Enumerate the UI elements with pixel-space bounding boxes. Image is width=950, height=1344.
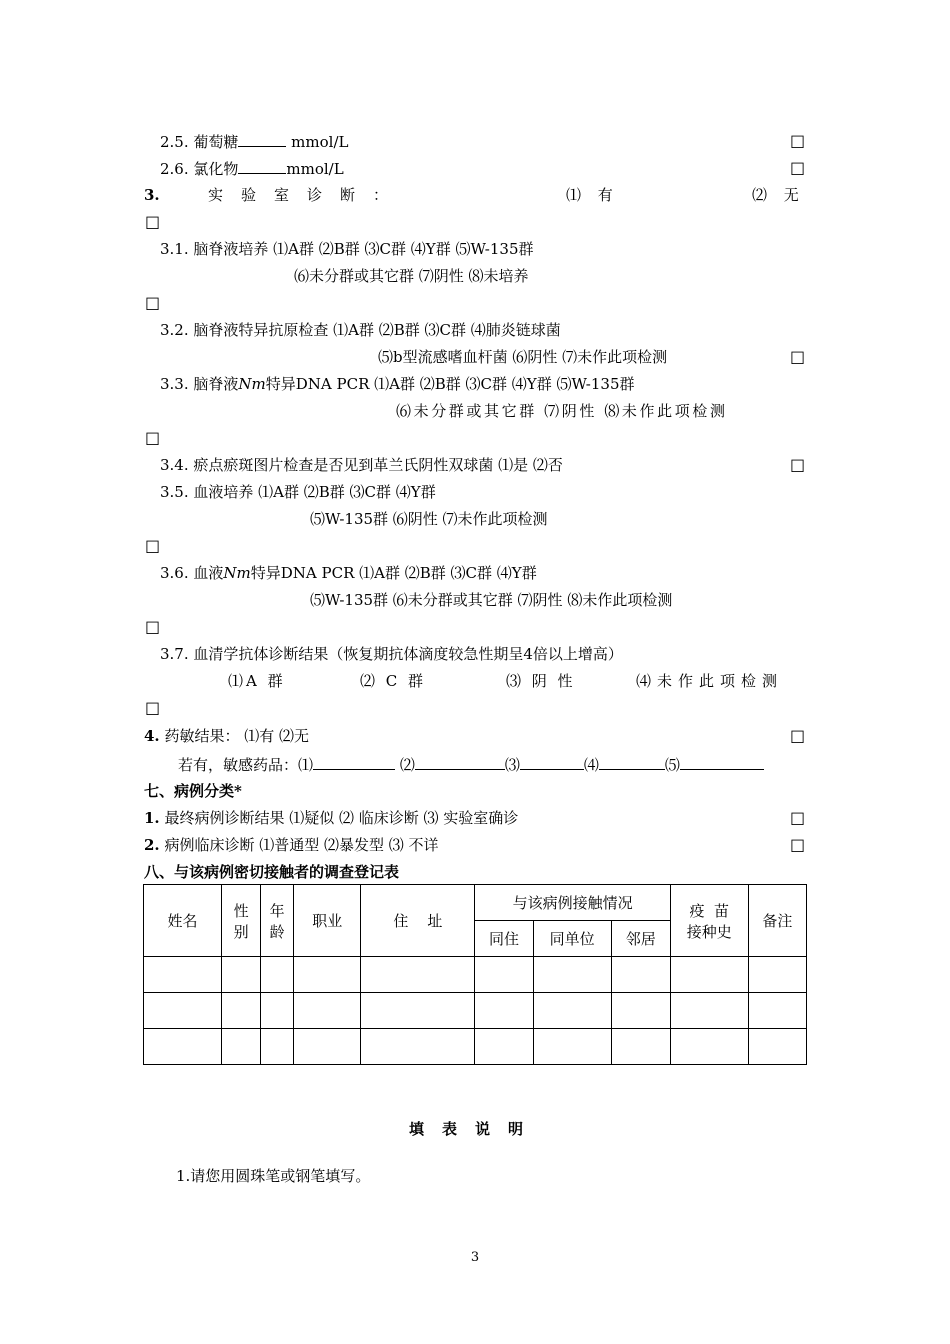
notes-title: 填表说明 bbox=[408, 1120, 541, 1138]
cell[interactable] bbox=[670, 957, 748, 993]
glucose-blank[interactable] bbox=[238, 131, 286, 147]
cell[interactable] bbox=[144, 993, 222, 1029]
cell[interactable] bbox=[222, 993, 261, 1029]
item-3-3-line1 bbox=[160, 374, 634, 394]
table-row bbox=[144, 1029, 807, 1065]
cell[interactable] bbox=[294, 957, 361, 993]
item-3-6-line1 bbox=[160, 563, 537, 583]
checkbox-3-2[interactable]: □ bbox=[790, 347, 806, 366]
col-sex-1: 性 bbox=[233, 901, 249, 920]
nm-italic: Nm bbox=[223, 564, 251, 582]
checkbox-2-6[interactable]: □ bbox=[790, 158, 806, 177]
item-3-7-opt3: ⑶ 阴 性 bbox=[506, 672, 576, 690]
item-3-1-line1: 3.1. 脑脊液培养 ⑴A群 ⑵B群 ⑶C群 ⑷Y群 ⑸W-135群 bbox=[160, 240, 534, 258]
col-name: 姓名 bbox=[144, 885, 222, 957]
checkbox-7-1[interactable]: □ bbox=[790, 808, 806, 827]
checkbox-3-1[interactable]: □ bbox=[145, 293, 161, 312]
checkbox-3-4[interactable]: □ bbox=[790, 455, 806, 474]
col-age bbox=[261, 885, 294, 957]
cell[interactable] bbox=[533, 957, 611, 993]
cell[interactable] bbox=[294, 993, 361, 1029]
cell[interactable] bbox=[144, 1029, 222, 1065]
section-3-label: 实验室诊断： bbox=[208, 186, 407, 204]
drug-2-label: ⑵ bbox=[399, 756, 415, 774]
cell[interactable] bbox=[261, 993, 294, 1029]
item-3-6-line2: ⑸W-135群 ⑹未分群或其它群 ⑺阴性 ⑻未作此项检测 bbox=[310, 591, 673, 609]
cell[interactable] bbox=[533, 993, 611, 1029]
cell[interactable] bbox=[222, 1029, 261, 1065]
checkbox-7-2[interactable]: □ bbox=[790, 835, 806, 854]
section-7-row2 bbox=[144, 835, 439, 855]
drug-2-blank[interactable] bbox=[415, 754, 505, 770]
item-3-3-prefix: 3.3. 脑脊液 bbox=[160, 375, 239, 393]
cell[interactable] bbox=[611, 957, 670, 993]
item-3-7-line1: 3.7. 血清学抗体诊断结果（恢复期抗体滴度较急性期呈4倍以上增高） bbox=[160, 645, 623, 663]
col-vaccine-1: 疫 苗 bbox=[689, 901, 730, 920]
section-3-num: 3. bbox=[144, 186, 160, 204]
item-3-6-rest: 特异DNA PCR ⑴A群 ⑵B群 ⑶C群 ⑷Y群 bbox=[250, 564, 537, 582]
col-vaccine-2: 接种史 bbox=[686, 922, 732, 941]
table-row bbox=[144, 957, 807, 993]
item-3-7-opt4: ⑷未作此项检测 bbox=[636, 672, 784, 690]
cell[interactable] bbox=[361, 957, 475, 993]
table-row bbox=[144, 993, 807, 1029]
checkbox-3-3[interactable]: □ bbox=[145, 428, 161, 447]
cell[interactable] bbox=[611, 993, 670, 1029]
checkbox-3-5[interactable]: □ bbox=[145, 536, 161, 555]
drug-1-blank[interactable] bbox=[313, 754, 395, 770]
notes-item-1: 1.请您用圆珠笔或钢笔填写。 bbox=[176, 1167, 371, 1185]
cell[interactable] bbox=[670, 993, 748, 1029]
col-age-1: 年 bbox=[269, 901, 285, 920]
cell[interactable] bbox=[748, 993, 806, 1029]
checkbox-3[interactable]: □ bbox=[145, 212, 161, 231]
checkbox-2-5[interactable]: □ bbox=[790, 131, 806, 150]
cell[interactable] bbox=[261, 957, 294, 993]
col-neighbor: 邻居 bbox=[611, 921, 670, 957]
item-3-5-line1: 3.5. 血液培养 ⑴A群 ⑵B群 ⑶C群 ⑷Y群 bbox=[160, 483, 436, 501]
item-2-5-unit: mmol/L bbox=[286, 133, 349, 151]
checkbox-3-7[interactable]: □ bbox=[145, 698, 161, 717]
item-3-7-opt1: ⑴A 群 bbox=[228, 672, 286, 690]
cell[interactable] bbox=[361, 993, 475, 1029]
item-3-6-prefix: 3.6. 血液 bbox=[160, 564, 224, 582]
checkbox-4[interactable]: □ bbox=[790, 726, 806, 745]
cell[interactable] bbox=[475, 957, 533, 993]
cell[interactable] bbox=[475, 993, 533, 1029]
cell[interactable] bbox=[144, 957, 222, 993]
item-3-3-rest: 特异DNA PCR ⑴A群 ⑵B群 ⑶C群 ⑷Y群 ⑸W-135群 bbox=[265, 375, 635, 393]
item-3-2-line2: ⑸b型流感嗜血杆菌 ⑹阴性 ⑺未作此项检测 bbox=[378, 348, 668, 366]
sensitive-drugs-row bbox=[178, 754, 764, 774]
col-job: 职业 bbox=[294, 885, 361, 957]
section-7-row1-text: 最终病例诊断结果 ⑴疑似 ⑵ 临床诊断 ⑶ 实验室确诊 bbox=[159, 809, 519, 827]
contact-table bbox=[143, 884, 807, 1065]
item-2-6-label: 2.6. 氯化物 bbox=[160, 160, 239, 178]
page-number: 3 bbox=[470, 1250, 480, 1265]
section-3-opt-no: ⑵ 无 bbox=[752, 186, 805, 204]
item-2-6 bbox=[160, 158, 344, 178]
item-3-2-line1: 3.2. 脑脊液特异抗原检查 ⑴A群 ⑵B群 ⑶C群 ⑷肺炎链球菌 bbox=[160, 321, 561, 339]
col-note: 备注 bbox=[748, 885, 806, 957]
section-7-row1 bbox=[144, 808, 518, 828]
checkbox-3-6[interactable]: □ bbox=[145, 617, 161, 636]
section-4 bbox=[144, 726, 309, 746]
cell[interactable] bbox=[748, 957, 806, 993]
col-sex bbox=[222, 885, 261, 957]
cell[interactable] bbox=[261, 1029, 294, 1065]
section-7-row2-text: 病例临床诊断 ⑴普通型 ⑵暴发型 ⑶ 不详 bbox=[159, 836, 439, 854]
cell[interactable] bbox=[222, 957, 261, 993]
section-7-title: 七、病例分类* bbox=[144, 782, 242, 800]
section-3-opt-yes: ⑴ 有 bbox=[566, 186, 619, 204]
drug-4-label: ⑷ bbox=[583, 756, 599, 774]
item-2-5 bbox=[160, 131, 348, 151]
cell[interactable] bbox=[611, 1029, 670, 1065]
sensitive-drugs-label: 若有，敏感药品： bbox=[178, 756, 299, 774]
drug-5-label: ⑸ bbox=[664, 756, 680, 774]
col-age-2: 龄 bbox=[269, 922, 285, 941]
section-4-num: 4. bbox=[144, 727, 160, 745]
nm-italic: Nm bbox=[238, 375, 266, 393]
col-same-unit: 同单位 bbox=[533, 921, 611, 957]
col-sex-2: 别 bbox=[233, 922, 249, 941]
item-2-6-unit: mmol/L bbox=[286, 160, 344, 178]
cell[interactable] bbox=[475, 1029, 533, 1065]
item-3-4: 3.4. 瘀点瘀斑图片检查是否见到革兰氏阴性双球菌 ⑴是 ⑵否 bbox=[160, 456, 563, 474]
drug-1-label: ⑴ bbox=[298, 756, 314, 774]
col-address: 住 址 bbox=[361, 885, 475, 957]
section-8-title: 八、与该病例密切接触者的调查登记表 bbox=[144, 863, 400, 881]
item-3-1-line2: ⑹未分群或其它群 ⑺阴性 ⑻未培养 bbox=[294, 267, 529, 285]
section-7-row1-num: 1. bbox=[144, 809, 160, 827]
item-2-5-label: 2.5. 葡萄糖 bbox=[160, 133, 239, 151]
section-7-row2-num: 2. bbox=[144, 836, 160, 854]
col-contact-group: 与该病例接触情况 bbox=[475, 885, 670, 921]
item-3-7-opt2: ⑵ C 群 bbox=[360, 672, 427, 690]
drug-5-blank[interactable] bbox=[680, 754, 764, 770]
drug-3-blank[interactable] bbox=[520, 754, 584, 770]
cell[interactable] bbox=[748, 1029, 806, 1065]
drug-3-label: ⑶ bbox=[504, 756, 520, 774]
item-3-5-line2: ⑸W-135群 ⑹阴性 ⑺未作此项检测 bbox=[310, 510, 548, 528]
section-4-label: 药敏结果： ⑴有 ⑵无 bbox=[159, 727, 309, 745]
chloride-blank[interactable] bbox=[238, 158, 286, 174]
cell[interactable] bbox=[294, 1029, 361, 1065]
item-3-3-line2: ⑹未分群或其它群 ⑺阴性 ⑻未作此项检测 bbox=[396, 402, 728, 420]
cell[interactable] bbox=[361, 1029, 475, 1065]
col-live-together: 同住 bbox=[475, 921, 533, 957]
cell[interactable] bbox=[670, 1029, 748, 1065]
cell[interactable] bbox=[533, 1029, 611, 1065]
drug-4-blank[interactable] bbox=[599, 754, 665, 770]
col-vaccine bbox=[670, 885, 748, 957]
